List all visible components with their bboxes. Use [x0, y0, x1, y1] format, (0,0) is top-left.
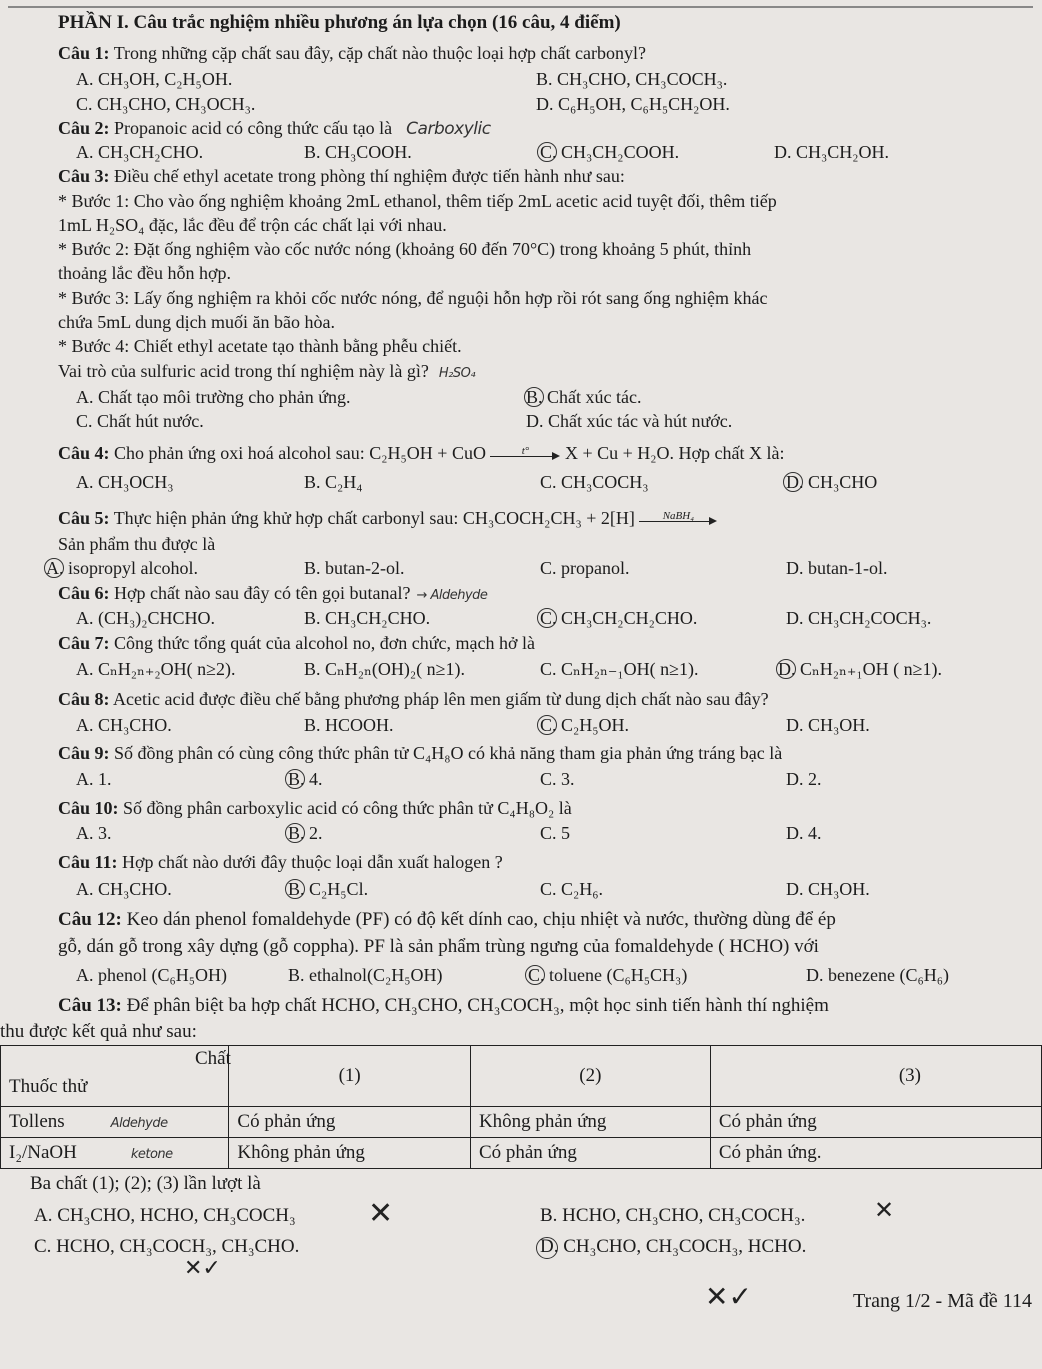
scribble-cross-check-icon: ✕✓ [184, 1256, 221, 1281]
q5-option-d[interactable]: D. butan-1-ol. [786, 558, 888, 578]
reagent-cell: Tollens Aldehyde [1, 1107, 229, 1138]
q1-option-b[interactable]: B. CH₃CHO, CH₃COCH₃. [536, 69, 728, 89]
reagent-cell: I₂/NaOH ketone [1, 1138, 229, 1169]
q7-option-a[interactable]: A. CₙH₂ₙ₊₂OH( n≥2). [76, 659, 236, 679]
q3-option-a[interactable]: A. Chất tạo môi trường cho phản ứng. [76, 387, 351, 407]
q3-ask: Vai trò của sulfuric acid trong thí nghiệm này là gì? H₂SO₄ [58, 361, 476, 381]
page-footer: Trang 1/2 - Mã đề 114 [852, 1290, 1032, 1312]
handwritten-note: Aldehyde [110, 1116, 168, 1131]
handwritten-note: → Aldehyde [416, 588, 488, 603]
q1-option-d[interactable]: D. C₆H₅OH, C₆H₅CH₂OH. [536, 94, 730, 114]
question-9: Câu 9: Số đồng phân có cùng công thức phân tử C₄H₈O có khả năng tham gia phản ứng tráng bạc là [58, 743, 783, 763]
part-title: PHẦN I. Câu trắc nghiệm nhiều phương án lựa chọn (16 câu, 4 điểm) [58, 12, 621, 33]
q12-option-c[interactable]: C. toluene (C₆H₅CH₃) [528, 965, 688, 985]
question-6: Câu 6: Hợp chất nào sau đây có tên gọi butanal? → Aldehyde [58, 583, 488, 603]
q11-option-c[interactable]: C. C₂H₆. [540, 879, 604, 899]
q11-option-d[interactable]: D. CH₃OH. [786, 879, 870, 899]
q3-step-3a: * Bước 3: Lấy ống nghiệm ra khỏi cốc nước nóng, để nguội hỗn hợp rồi rót sang ống nghiệm khác [58, 288, 768, 308]
q7-option-d[interactable]: D. CₙH₂ₙ₊₁OH ( n≥1). [778, 659, 942, 679]
table-cell: Không phản ứng [229, 1138, 471, 1169]
table-cell: Không phản ứng [470, 1107, 710, 1138]
table-row [1, 1138, 1042, 1169]
column-header: (3) [710, 1046, 1041, 1107]
q13-option-d[interactable]: D. CH₃CHO, CH₃COCH₃, HCHO. [540, 1236, 807, 1257]
q9-option-a[interactable]: A. 1. [76, 769, 112, 789]
question-7: Câu 7: Công thức tổng quát của alcohol no, đơn chức, mạch hở là [58, 633, 535, 653]
q8-option-d[interactable]: D. CH₃OH. [786, 715, 870, 735]
q13-option-c[interactable]: C. HCHO, CH₃COCH₃, CH₃CHO. [34, 1236, 300, 1257]
q10-option-a[interactable]: A. 3. [76, 823, 112, 843]
q6-option-b[interactable]: B. CH₃CH₂CHO. [304, 608, 431, 628]
q6-option-a[interactable]: A. (CH₃)₂CHCHO. [76, 608, 216, 628]
q8-option-b[interactable]: B. HCOOH. [304, 715, 394, 735]
q3-step-2a: * Bước 2: Đặt ống nghiệm vào cốc nước nóng (khoảng 60 đến 70°C) trong khoảng 5 phút, thỉnh [58, 239, 752, 259]
question-1: Câu 1: Trong những cặp chất sau đây, cặp chất nào thuộc loại hợp chất carbonyl? [58, 43, 646, 63]
q8-option-a[interactable]: A. CH₃CHO. [76, 715, 172, 735]
q11-option-a[interactable]: A. CH₃CHO. [76, 879, 172, 899]
q4-option-d[interactable]: D. CH₃CHO [786, 472, 878, 492]
q5-option-b[interactable]: B. butan-2-ol. [304, 558, 405, 578]
question-5: Câu 5: Thực hiện phản ứng khử hợp chất carbonyl sau: CH₃COCH₂CH₃ + 2[H] NaBH₄ [58, 507, 717, 529]
question-8: Câu 8: Acetic acid được điều chế bằng phương pháp lên men giấm từ dung dịch chất nào sau đây? [58, 689, 769, 709]
q13-ask: Ba chất (1); (2); (3) lần lượt là [30, 1173, 261, 1194]
column-header: (1) [229, 1046, 471, 1107]
handwritten-note: H₂SO₄ [438, 366, 476, 381]
q12-line-2: gỗ, dán gỗ trong xây dựng (gỗ coppha). PF là sản phẩm trùng ngưng của fomaldehyde ( HCHO) với [58, 936, 819, 957]
q10-option-c[interactable]: C. 5 [540, 823, 571, 843]
q6-option-c[interactable]: C. CH₃CH₂CH₂CHO. [540, 608, 698, 628]
table-cell: Có phản ứng. [710, 1138, 1041, 1169]
q5-option-c[interactable]: C. propanol. [540, 558, 630, 578]
q13-option-a[interactable]: A. CH₃CHO, HCHO, CH₃COCH₃ [34, 1205, 296, 1226]
results-table [0, 1045, 1042, 1169]
q9-option-d[interactable]: D. 2. [786, 769, 822, 789]
q3-step-3b: chứa 5mL dung dịch muối ăn bão hòa. [58, 312, 336, 332]
q13-line-2: thu được kết quả như sau: [0, 1021, 197, 1042]
q12-option-b[interactable]: B. ethalnol(C₂H₅OH) [288, 965, 443, 985]
q4-option-a[interactable]: A. CH₃OCH₃ [76, 472, 174, 492]
q3-step-2b: thoảng lắc đều hỗn hợp. [58, 263, 231, 283]
reaction-arrow: t° [490, 448, 560, 462]
table-cell: Có phản ứng [470, 1138, 710, 1169]
q3-step-1a: * Bước 1: Cho vào ống nghiệm khoảng 2mL ethanol, thêm tiếp 2mL acetic acid tuyệt đối, thêm tiếp [58, 191, 777, 211]
question-10: Câu 10: Số đồng phân carboxylic acid có công thức phân tử C₄H₈O₂ là [58, 798, 572, 818]
table-cell: Có phản ứng [710, 1107, 1041, 1138]
q9-option-c[interactable]: C. 3. [540, 769, 575, 789]
column-header: (2) [470, 1046, 710, 1107]
q3-option-c[interactable]: C. Chất hút nước. [76, 411, 204, 431]
q10-option-b[interactable]: B. 2. [288, 823, 323, 843]
handwritten-note: Carboxylic [406, 119, 491, 139]
q2-option-d[interactable]: D. CH₃CH₂OH. [774, 142, 890, 162]
table-cell: Có phản ứng [229, 1107, 471, 1138]
q9-option-b[interactable]: B. 4. [288, 769, 323, 789]
q8-option-c[interactable]: C. C₂H₅OH. [540, 715, 630, 735]
q2-option-c[interactable]: C. CH₃CH₂COOH. [540, 142, 680, 162]
table-header-row [1, 1046, 1042, 1107]
table-row [1, 1107, 1042, 1138]
top-rule [8, 6, 1033, 8]
question-4: Câu 4: Cho phản ứng oxi hoá alcohol sau: C₂H₅OH + CuO t° X + Cu + H₂O. Hợp chất X là: [58, 443, 785, 463]
question-12: Câu 12: Keo dán phenol fomaldehyde (PF) có độ kết dính cao, chịu nhiệt và nước, thường dùng để ép [58, 909, 836, 930]
q11-option-b[interactable]: B. C₂H₅Cl. [288, 879, 369, 899]
q4-option-c[interactable]: C. CH₃COCH₃ [540, 472, 649, 492]
q3-step-1b: 1mL H₂SO₄ đặc, lắc đều để trộn các chất lại với nhau. [58, 215, 447, 235]
q10-option-d[interactable]: D. 4. [786, 823, 822, 843]
q5-option-a[interactable]: A. isopropyl alcohol. [46, 558, 198, 578]
handwritten-note: ketone [130, 1147, 173, 1162]
scribble-cross-check-icon: ✕✓ [705, 1280, 752, 1313]
q2-option-b[interactable]: B. CH₃COOH. [304, 142, 412, 162]
q1-option-a[interactable]: A. CH₃OH, C₂H₅OH. [76, 69, 233, 89]
cross-mark-icon: ✕ [368, 1196, 394, 1231]
q3-option-b[interactable]: B. Chất xúc tác. [526, 387, 642, 407]
q6-option-d[interactable]: D. CH₃CH₂COCH₃. [786, 608, 932, 628]
q7-option-b[interactable]: B. CₙH₂ₙ(OH)₂( n≥1). [304, 659, 465, 679]
question-3: Câu 3: Điều chế ethyl acetate trong phòng thí nghiệm được tiến hành như sau: [58, 166, 625, 186]
q2-option-a[interactable]: A. CH₃CH₂CHO. [76, 142, 204, 162]
q12-option-a[interactable]: A. phenol (C₆H₅OH) [76, 965, 228, 985]
q13-option-b[interactable]: B. HCHO, CH₃CHO, CH₃COCH₃. [540, 1205, 806, 1226]
q3-step-4: * Bước 4: Chiết ethyl acetate tạo thành bằng phễu chiết. [58, 336, 462, 356]
table-corner-cell: Chất Thuốc thử [1, 1046, 229, 1107]
q5-line-2: Sản phẩm thu được là [58, 534, 216, 554]
question-13: Câu 13: Để phân biệt ba hợp chất HCHO, CH₃CHO, CH₃COCH₃, một học sinh tiến hành thí nghiệm [58, 995, 829, 1016]
cross-mark-icon: ✕ [874, 1196, 895, 1224]
q1-option-c[interactable]: C. CH₃CHO, CH₃OCH₃. [76, 94, 256, 114]
q3-option-d[interactable]: D. Chất xúc tác và hút nước. [526, 411, 733, 431]
question-11: Câu 11: Hợp chất nào dưới đây thuộc loại dẫn xuất halogen ? [58, 852, 503, 872]
reaction-arrow: NaBH₄ [639, 513, 717, 527]
q12-option-d[interactable]: D. benezene (C₆H₆) [806, 965, 949, 985]
question-2: Câu 2: Propanoic acid có công thức cấu tạo là Carboxylic [58, 118, 491, 139]
q4-option-b[interactable]: B. C₂H₄ [304, 472, 363, 492]
q7-option-c[interactable]: C. CₙH₂ₙ₋₁OH( n≥1). [540, 659, 699, 679]
